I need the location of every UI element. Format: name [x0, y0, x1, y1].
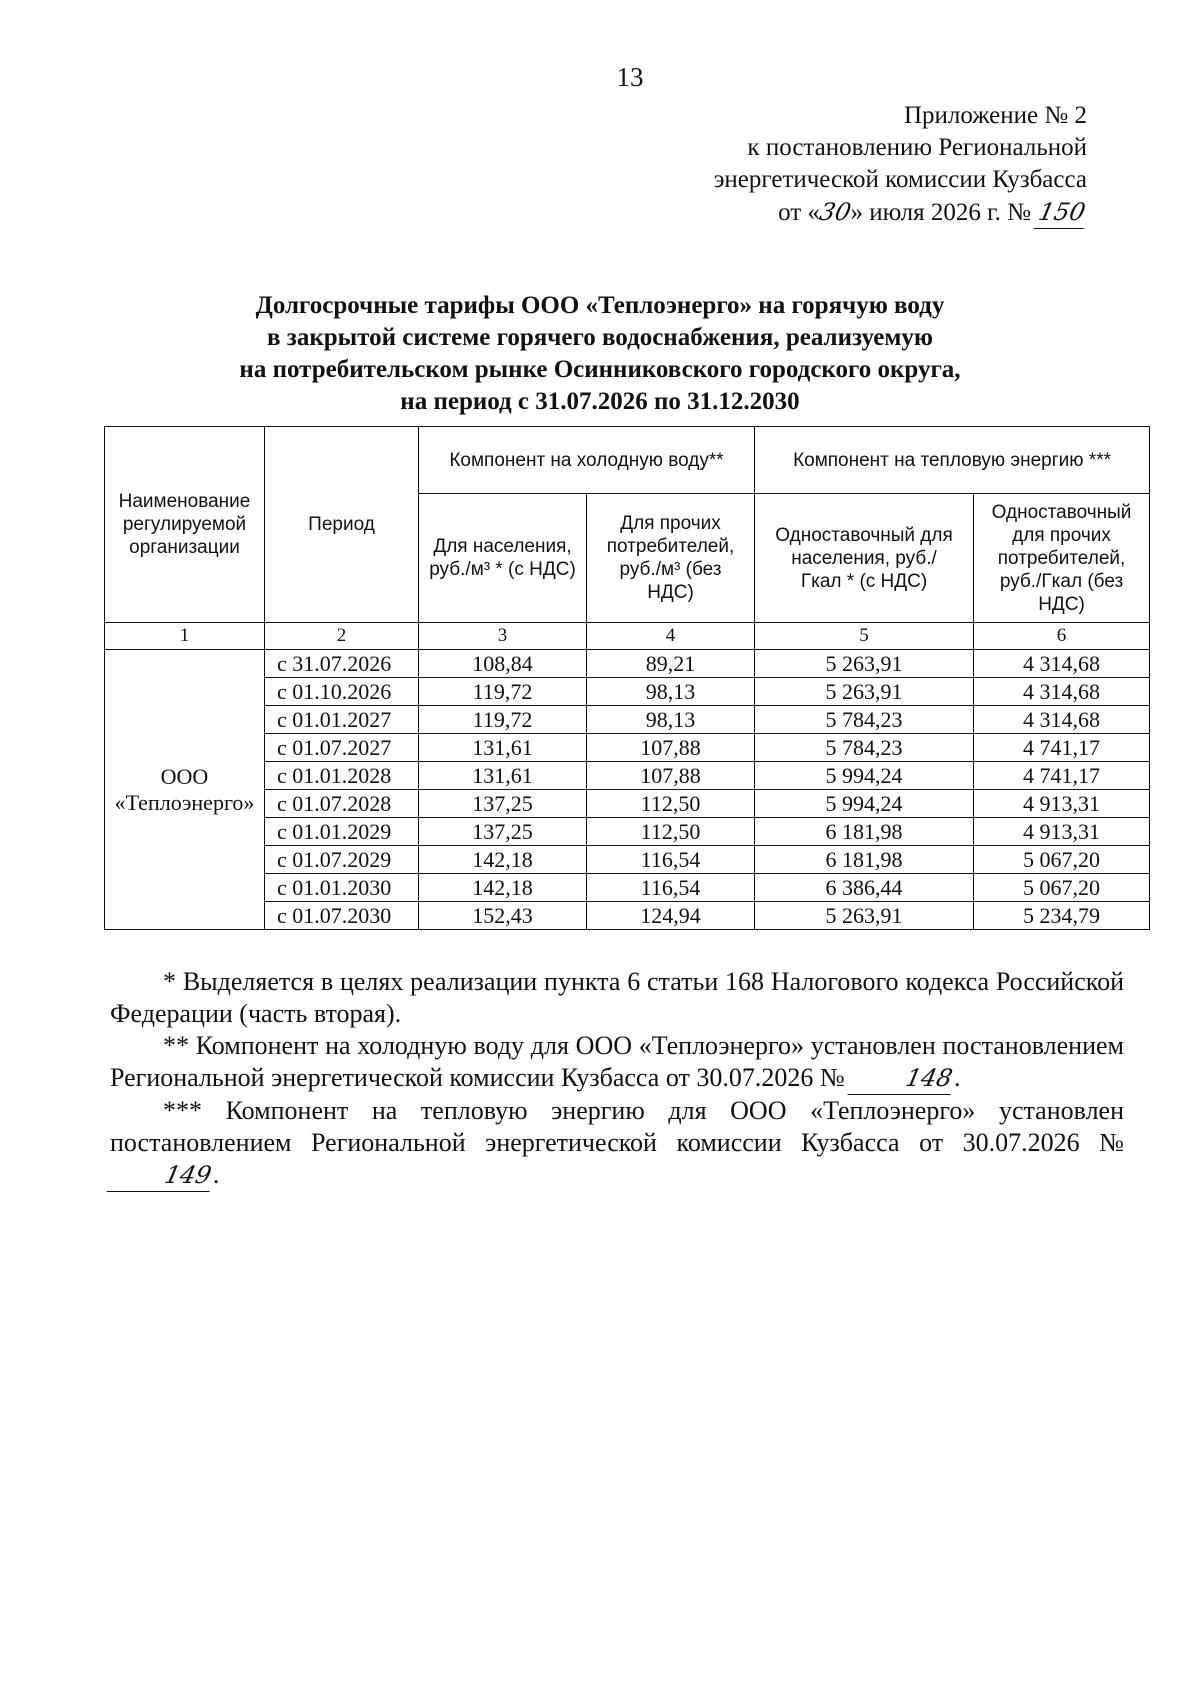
cold-population-cell: 137,25	[419, 818, 587, 846]
footnote-2: ** Компонент на холодную воду для ООО «Теплоэнерго» установлен постановлением Региональной энергетической комиссии Кузбасса от 30.07.2026 № 148.	[110, 1030, 1124, 1095]
heat-population-cell: 6 181,98	[755, 846, 974, 874]
appendix-line-3: энергетической комиссии Кузбасса	[713, 166, 1087, 193]
organization-line-1: ООО	[160, 763, 209, 789]
period-cell: с 01.07.2029	[265, 846, 419, 874]
heat-population-cell: 5 994,24	[755, 790, 974, 818]
subheader-cold-other-text: Для прочих потребителей, руб./м³ (без НДС)	[606, 513, 735, 603]
title-line-4: на период с 31.07.2026 по 31.12.2030	[400, 388, 800, 415]
subheader-cold-population-text: Для населения, руб./м³ * (с НДС)	[429, 536, 576, 580]
subheader-cold-population	[419, 494, 587, 623]
cold-other-cell: 112,50	[587, 818, 755, 846]
title-line-1: Долгосрочные тарифы ООО «Теплоэнерго» на горячую воду	[255, 292, 945, 319]
subheader-heat-other	[974, 494, 1150, 623]
footnotes	[110, 966, 1124, 1192]
period-cell: с 01.01.2027	[265, 706, 419, 734]
cold-population-cell: 108,84	[419, 650, 587, 678]
period-cell: с 31.07.2026	[265, 650, 419, 678]
cold-population-cell: 142,18	[419, 846, 587, 874]
cold-population-cell: 131,61	[419, 762, 587, 790]
heat-other-cell: 4 741,17	[974, 762, 1150, 790]
date-middle: » июля 2026 г. №	[850, 199, 1031, 226]
heat-other-cell: 4 314,68	[974, 706, 1150, 734]
cold-population-cell: 119,72	[419, 706, 587, 734]
header-heat-energy-component: Компонент на тепловую энергию ***	[755, 427, 1150, 494]
subheader-heat-other-text: Одноставочный для прочих потребителей, руб./Гкал (без НДС)	[991, 501, 1132, 615]
document-title	[0, 290, 1200, 418]
heat-population-cell: 5 784,23	[755, 706, 974, 734]
heat-other-cell: 4 314,68	[974, 678, 1150, 706]
period-cell: с 01.01.2028	[265, 762, 419, 790]
appendix-line-1: Приложение № 2	[903, 102, 1087, 129]
heat-other-cell: 4 314,68	[974, 650, 1150, 678]
column-number: 4	[587, 623, 755, 650]
period-cell: с 01.07.2030	[265, 902, 419, 930]
heat-population-cell: 5 263,91	[755, 902, 974, 930]
footnote-3-text: *** Компонент на тепловую энергию для ООО «Теплоэнерго» установлен постановлением Региональной энергетической комиссии Кузбасса от 30.07.2026 №	[110, 1096, 1124, 1157]
footnote-3: *** Компонент на тепловую энергию для ООО «Теплоэнерго» установлен постановлением Региональной энергетической комиссии Кузбасса от 30.07.2026 № 149.	[110, 1095, 1124, 1192]
handwritten-day: 30	[816, 198, 854, 226]
title-line-3: на потребительском рынке Осинниковского городского округа,	[239, 356, 961, 383]
heat-other-cell: 4 913,31	[974, 790, 1150, 818]
date-prefix: от «	[778, 199, 820, 226]
subheader-cold-other	[587, 494, 755, 623]
page-number: 13	[616, 62, 644, 92]
handwritten-number-148: 148	[848, 1062, 958, 1095]
cold-other-cell: 98,13	[587, 706, 755, 734]
appendix-date-line	[714, 196, 1087, 229]
subheader-heat-population-text: Одноставочный для населения, руб./Гкал * (с НДС)	[775, 524, 953, 592]
handwritten-number-149: 149	[106, 1159, 216, 1192]
column-number: 1	[105, 623, 265, 650]
heat-population-cell: 5 994,24	[755, 762, 974, 790]
cold-population-cell: 152,43	[419, 902, 587, 930]
cold-population-cell: 131,61	[419, 734, 587, 762]
subheader-heat-population	[755, 494, 974, 623]
heat-other-cell: 5 067,20	[974, 846, 1150, 874]
appendix-line-2: к постановлению Региональной	[747, 134, 1087, 161]
cold-other-cell: 116,54	[587, 846, 755, 874]
tariff-table	[104, 426, 1150, 930]
column-number-row	[105, 623, 1150, 650]
column-number: 6	[974, 623, 1150, 650]
period-cell: с 01.07.2028	[265, 790, 419, 818]
heat-population-cell: 5 784,23	[755, 734, 974, 762]
cold-other-cell: 112,50	[587, 790, 755, 818]
heat-population-cell: 5 263,91	[755, 650, 974, 678]
footnote-1: * Выделяется в целях реализации пункта 6 статьи 168 Налогового кодекса Российской Федерации (часть вторая).	[110, 967, 1124, 1028]
heat-other-cell: 4 913,31	[974, 818, 1150, 846]
cold-other-cell: 124,94	[587, 902, 755, 930]
cold-other-cell: 107,88	[587, 734, 755, 762]
heat-population-cell: 6 181,98	[755, 818, 974, 846]
organization-name-cell	[105, 650, 265, 930]
heat-population-cell: 5 263,91	[755, 678, 974, 706]
cold-population-cell: 137,25	[419, 790, 587, 818]
period-cell: с 01.07.2027	[265, 734, 419, 762]
period-cell: с 01.01.2029	[265, 818, 419, 846]
cold-other-cell: 116,54	[587, 874, 755, 902]
heat-population-cell: 6 386,44	[755, 874, 974, 902]
heat-other-cell: 4 741,17	[974, 734, 1150, 762]
cold-other-cell: 98,13	[587, 678, 755, 706]
column-number: 5	[755, 623, 974, 650]
period-cell: с 01.01.2030	[265, 874, 419, 902]
footnote-2-text: ** Компонент на холодную воду для ООО «Теплоэнерго» установлен постановлением Региональной энергетической комиссии Кузбасса от 30.07.2026 №	[110, 1031, 1124, 1092]
cold-population-cell: 142,18	[419, 874, 587, 902]
appendix-header	[714, 100, 1087, 229]
organization-line-2: «Теплоэнерго»	[114, 789, 255, 815]
header-organization	[105, 427, 265, 623]
table-row	[105, 650, 1150, 678]
title-line-2: в закрытой системе горячего водоснабжения, реализуемую	[267, 324, 933, 351]
header-period: Период	[265, 427, 419, 623]
cold-other-cell: 89,21	[587, 650, 755, 678]
header-cold-water-component: Компонент на холодную воду**	[419, 427, 755, 494]
period-cell: с 01.10.2026	[265, 678, 419, 706]
cold-population-cell: 119,72	[419, 678, 587, 706]
column-number: 2	[265, 623, 419, 650]
handwritten-decree-number: 150	[1034, 196, 1091, 229]
heat-other-cell: 5 234,79	[974, 902, 1150, 930]
cold-other-cell: 107,88	[587, 762, 755, 790]
heat-other-cell: 5 067,20	[974, 874, 1150, 902]
header-organization-text: Наименование регулируемой организации	[118, 491, 251, 558]
column-number: 3	[419, 623, 587, 650]
